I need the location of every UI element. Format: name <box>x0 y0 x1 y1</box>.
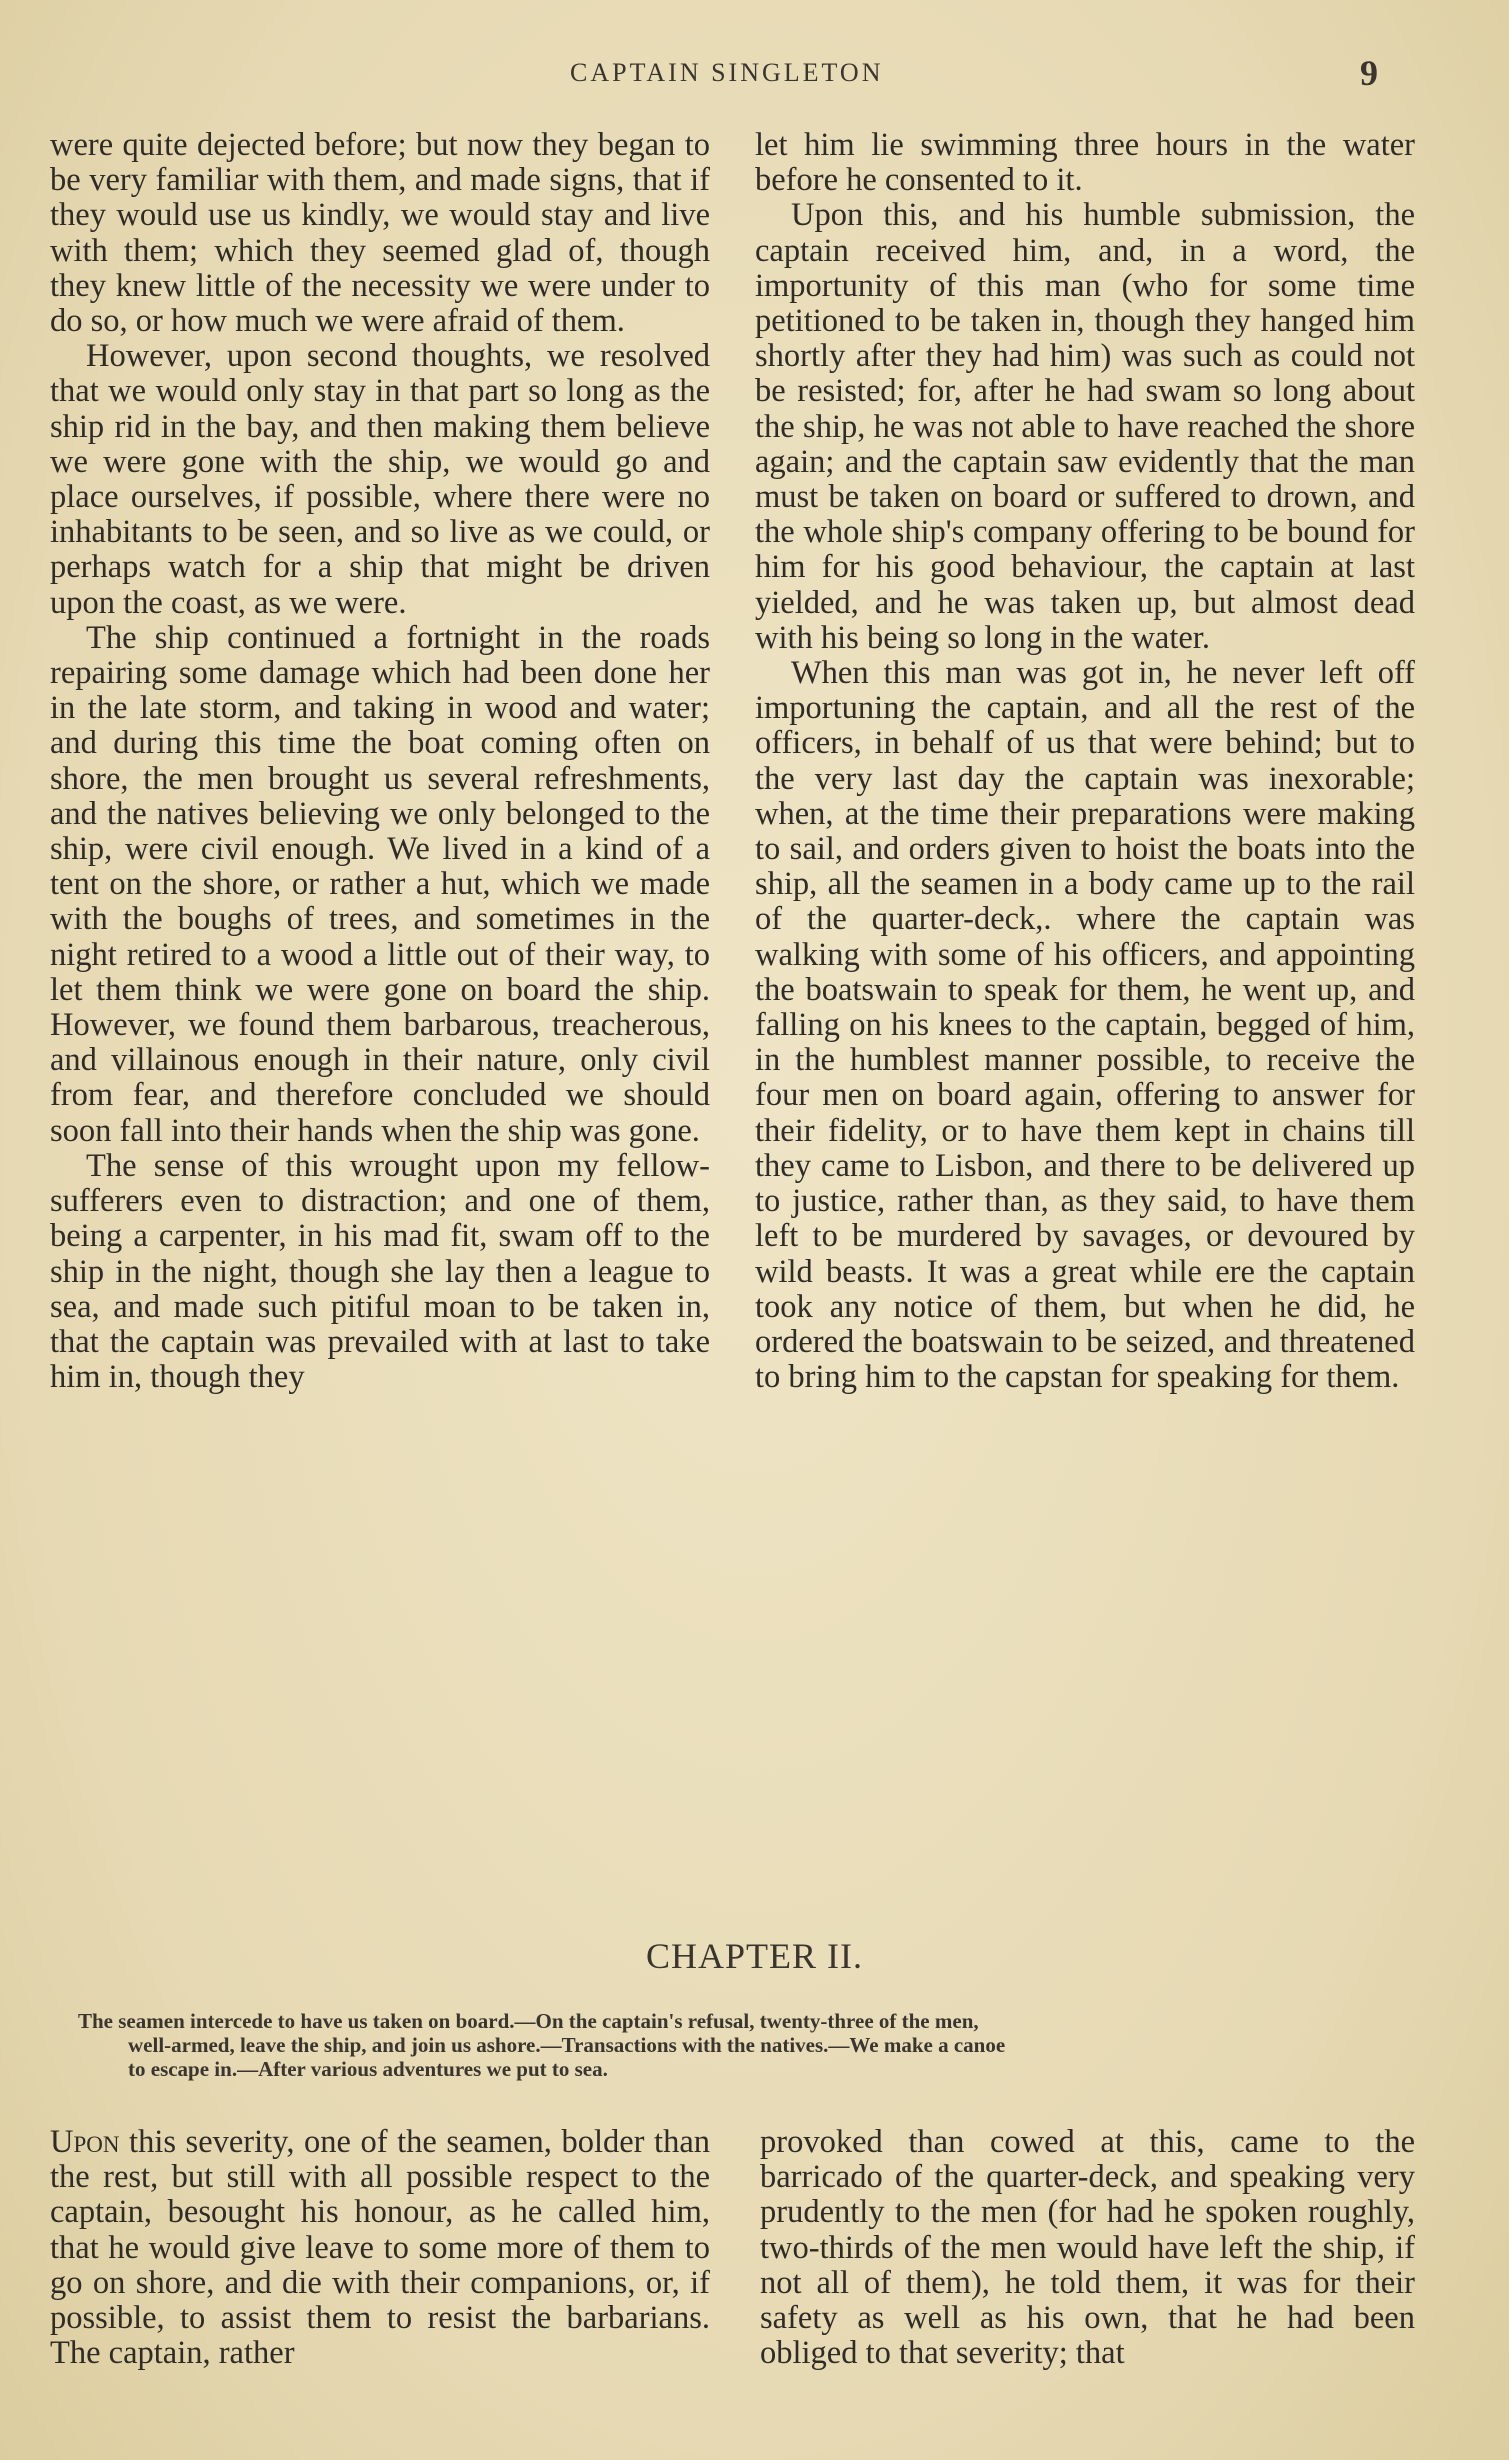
running-title: CAPTAIN SINGLETON <box>570 58 884 87</box>
left-column <box>50 128 710 1395</box>
paragraph: The sense of this wrought upon my fellow-sufferers even to distraction; and one of them, being a carpenter, in his mad fit, swam off to the ship in the night, though she lay then a league to sea, and made such pitiful moan to be taken in, that the captain was prevailed with at last to take him in, though they <box>50 1147 710 1396</box>
paragraph: When this man was got in, he never left off importuning the captain, and all the rest of the officers, in behalf of us that were behind; but to the very last day the captain was inexorable; when, at the time their preparations were making to sail, and orders given to hoist the boats into the ship, all the seamen in a body came up to the rail of the quarter-deck,. where the captain was walking with some of his officers, and appointing the boatswain to speak for them, he went up, and falling on his knees to the captain, begged of him, in the humblest manner possible, to receive the four men on board again, offering to answer for their fidelity, or to have them kept in chains till they came to Lisbon, and there to be delivered up to justice, rather than, as they said, to have them left to be murdered by savages, or devoured by wild beasts. It was a great while ere the captain took any notice of them, but when he did, he ordered the boatswain to be seized, and threatened to bring him to the capstan for speaking for them. <box>755 655 1415 1396</box>
opening-word: Upon <box>50 2124 120 2160</box>
chapter-title: CHAPTER II. <box>646 1936 863 1976</box>
chapter-text: this severity, one of the seamen, bolder than the rest, but still with all possible respect to the captain, besought his honour, as he called him, that he would give leave to some more of them to go on shore, and die with their companions, or, if possible, to assist them to resist the barbarians. The captain, rather <box>50 2124 711 2372</box>
right-column <box>755 128 1415 1395</box>
running-head <box>0 52 1509 96</box>
paragraph: were quite dejected before; but now they began to be very familiar with them, and made signs, that if they would use us kindly, we would stay and live with them; which they seemed glad of, though they knew little of the necessity we were under to do so, or how much we were afraid of them. <box>50 127 710 340</box>
paragraph: let him lie swimming three hours in the water before he consented to it. <box>755 127 1415 199</box>
paragraph: provoked than cowed at this, came to the barricado of the quarter-deck, and speaking very prudently to the men (for had he spoken roughly, two-thirds of the men would have left the ship, if not all of them), he told them, it was for their safety as well as his own, that he had been obliged to that severity; that <box>760 2124 1415 2372</box>
chapter-left-column <box>50 2125 710 2371</box>
chapter-right-column <box>760 2125 1415 2371</box>
paragraph: Upon this, and his humble submission, the captain received him, and, in a word, the importunity of this man (who for some time petitioned to be taken in, though they hanged him shortly after they had him) was such as could not be resisted; for, after he had swam so long about the ship, he was not able to have reached the shore again; and the captain saw evidently that the man must be taken on board or suffered to drown, and the whole ship's company offering to be bound for him for his good behaviour, the captain at last yielded, and he was taken up, but almost dead with his being so long in the water. <box>755 197 1415 656</box>
chapter-summary <box>78 2009 1396 2081</box>
summary-line: to escape in.—After various adventures we put to sea. <box>128 2057 608 2081</box>
summary-line: The seamen intercede to have us taken on board.—On the captain's refusal, twenty-three of the men, <box>78 2009 979 2033</box>
paragraph: However, upon second thoughts, we resolved that we would only stay in that part so long as the ship rid in the bay, and then making them believe we were gone with the ship, we would go and place ourselves, if possible, where there were no inhabitants to be seen, and so live as we could, or perhaps watch for a ship that might be driven upon the coast, as we were. <box>50 338 710 621</box>
page-number: 9 <box>1360 53 1378 93</box>
paragraph <box>50 2125 710 2371</box>
summary-line: well-armed, leave the ship, and join us ashore.—Transactions with the natives.—We make a canoe <box>128 2033 1006 2057</box>
paragraph: The ship continued a fortnight in the roads repairing some damage which had been done her in the late storm, and taking in wood and water; and during this time the boat coming often on shore, the men brought us several refreshments, and the natives believing we only belonged to the ship, were civil enough. We lived in a kind of a tent on the shore, or rather a hut, which we made with the boughs of trees, and sometimes in the night retired to a wood a little out of their way, to let them think we were gone on board the ship. However, we found them barbarous, treacherous, and villainous enough in their nature, only civil from fear, and therefore concluded we should soon fall into their hands when the ship was gone. <box>50 619 710 1149</box>
